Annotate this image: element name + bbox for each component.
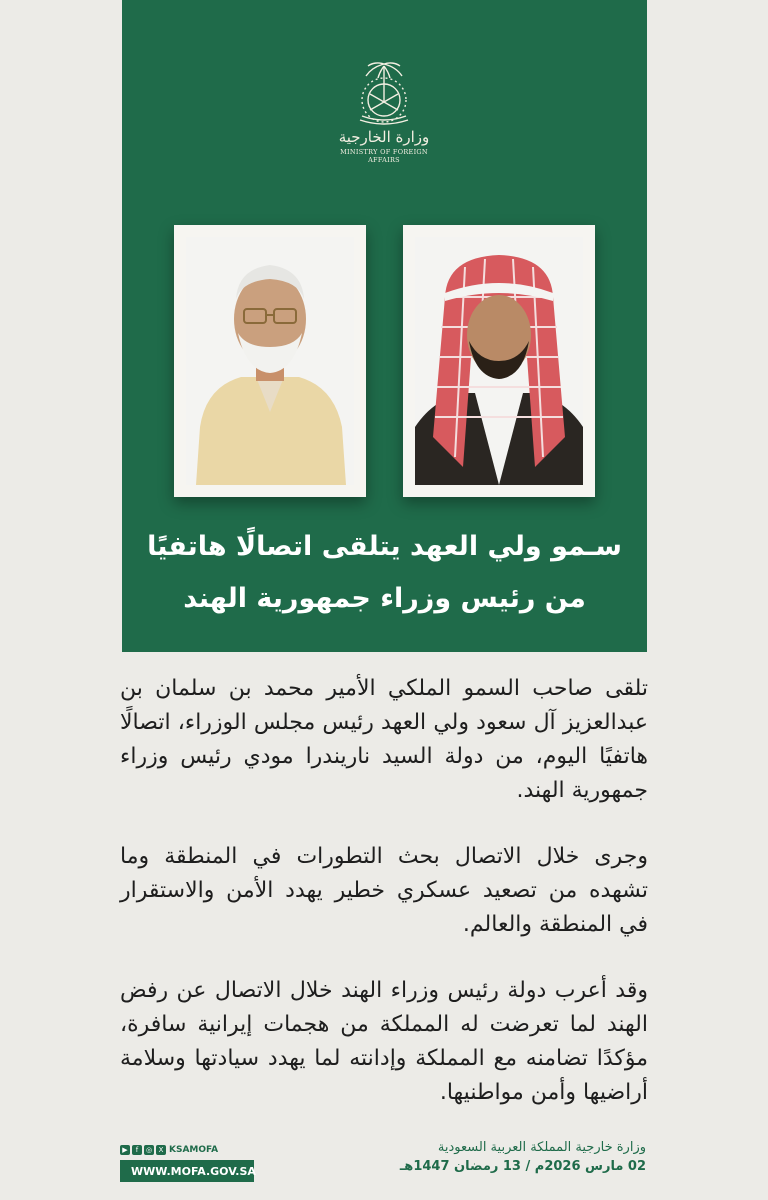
- youtube-icon[interactable]: ▶: [120, 1145, 130, 1155]
- social-handles: [120, 1142, 255, 1157]
- logo-english-text: MINISTRY OF FOREIGN AFFAIRS: [340, 148, 428, 164]
- social-handle[interactable]: KSAMOFA: [169, 1144, 219, 1155]
- website-url[interactable]: WWW.MOFA.GOV.SA: [131, 1164, 256, 1178]
- photo-frame-right: [403, 225, 595, 497]
- headline-line-1: سـمو ولي العهد يتلقى اتصالًا هاتفيًا: [147, 531, 622, 562]
- portrait-indian-prime-minister: [186, 237, 354, 485]
- instagram-icon[interactable]: ◎: [145, 1145, 153, 1154]
- social-footer: [120, 1142, 255, 1182]
- palm-swords-emblem-icon: [348, 60, 420, 130]
- portrait-saudi-crown-prince: [415, 237, 583, 485]
- ministry-name: وزارة خارجية المملكة العربية السعودية: [437, 1140, 646, 1155]
- press-release-body: [120, 672, 648, 1142]
- website-link[interactable]: [120, 1160, 254, 1182]
- paragraph-3: وقد أعرب دولة رئيس وزراء الهند خلال الاتصال عن رفض الهند لما تعرضت له المملكة من هجمات إيرانية سافرة، مؤكدًا تضامنه مع المملكة وإدانته لما يهدد سيادتها وسلامة أراضيها وأمن مواطنيها.: [120, 978, 648, 1105]
- x-icon[interactable]: X: [156, 1145, 166, 1155]
- ministry-logo: [329, 60, 439, 164]
- headline-line-2: من رئيس وزراء جمهورية الهند: [183, 583, 586, 614]
- paragraph-1: تلقى صاحب السمو الملكي الأمير محمد بن سلمان بن عبدالعزيز آل سعود ولي العهد رئيس مجلس الوزراء، اتصالًا هاتفيًا اليوم، من دولة السيد ناريندرا مودي رئيس وزراء جمهورية الهند.: [120, 676, 648, 803]
- facebook-icon[interactable]: f: [132, 1145, 142, 1155]
- paragraph-2: وجرى خلال الاتصال بحث التطورات في المنطقة وما تشهده من تصعيد عسكري خطير يهدد الأمن والاستقرار في المنطقة والعالم.: [120, 844, 648, 937]
- logo-arabic-text: وزارة الخارجية: [338, 128, 430, 146]
- publish-date: 02 مارس 2026م / 13 رمضان 1447هـ: [399, 1159, 646, 1174]
- footer-attribution: [346, 1140, 646, 1174]
- photo-frame-left: [174, 225, 366, 497]
